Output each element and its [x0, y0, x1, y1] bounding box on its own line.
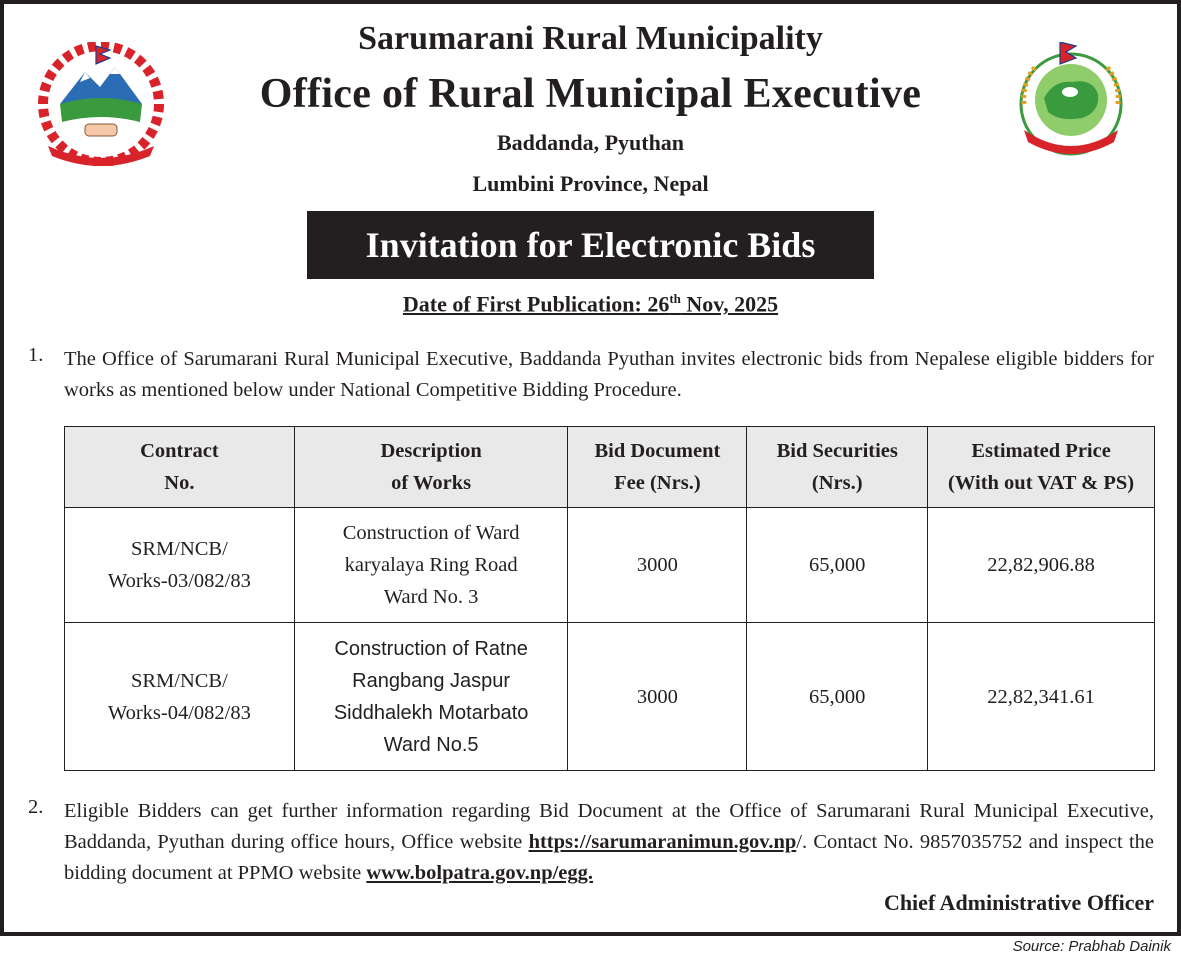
bid-security-cell: 65,000	[747, 508, 928, 623]
bid-security-cell: 65,000	[747, 623, 928, 771]
table-row	[65, 508, 1155, 623]
source-credit: Source: Prabhab Dainik	[1012, 938, 1171, 955]
col-contract-no: Contract No.	[65, 427, 295, 508]
contract-no-cell: SRM/NCB/ Works-03/082/83	[65, 508, 295, 623]
para-2-number: 2.	[28, 796, 44, 818]
doc-fee-cell: 3000	[568, 623, 747, 771]
contract-no-cell: SRM/NCB/ Works-04/082/83	[65, 623, 295, 771]
description-cell: Construction of Ward karyalaya Ring Road Ward No. 3	[294, 508, 568, 623]
col-bid-security: Bid Securities (Nrs.)	[747, 427, 928, 508]
para-1-text: The Office of Sarumarani Rural Municipal Executive, Baddanda Pyuthan invites electronic bids from Nepalese eligible bidders for works as mentioned below under National Competitive Bidding Procedure.	[64, 348, 1154, 401]
publication-date: Date of First Publication: 26th Nov, 2025	[402, 291, 779, 317]
table-header-row	[65, 427, 1155, 508]
signature: Chief Administrative Officer	[883, 890, 1154, 915]
municipality-name: Sarumarani Rural Municipality	[358, 20, 823, 57]
address-line-2: Lumbini Province, Nepal	[472, 171, 709, 196]
ppmo-website-link[interactable]: www.bolpatra.gov.np/egg.	[366, 862, 594, 884]
office-website-link[interactable]: https://sarumaranimun.gov.np	[528, 831, 797, 853]
table-row	[65, 623, 1155, 771]
doc-fee-cell: 3000	[568, 508, 747, 623]
bid-table	[64, 426, 1155, 771]
estimated-price-cell: 22,82,906.88	[928, 508, 1155, 623]
col-doc-fee: Bid Document Fee (Nrs.)	[568, 427, 747, 508]
address-line-1: Baddanda, Pyuthan	[496, 130, 685, 155]
notice-title: Invitation for Electronic Bids	[307, 211, 874, 279]
description-cell: Construction of Ratne Rangbang Jaspur Siddhalekh Motarbato Ward No.5	[294, 623, 568, 771]
para-1-number: 1.	[28, 344, 44, 366]
office-name: Office of Rural Municipal Executive	[259, 71, 922, 117]
para-2-text: Eligible Bidders can get further information regarding Bid Document at the Office of Sarumarani Rural Municipal Executive, Baddanda, Pyuthan during office hours, Office website https://sarumaranimun.gov.np/. Contact No. 9857035752 and inspect the bidding document at PPMO website www.bolpatra.gov.np/egg.	[64, 800, 1154, 884]
estimated-price-cell: 22,82,341.61	[928, 623, 1155, 771]
col-estimated-price: Estimated Price (With out VAT & PS)	[928, 427, 1155, 508]
col-description: Description of Works	[294, 427, 568, 508]
